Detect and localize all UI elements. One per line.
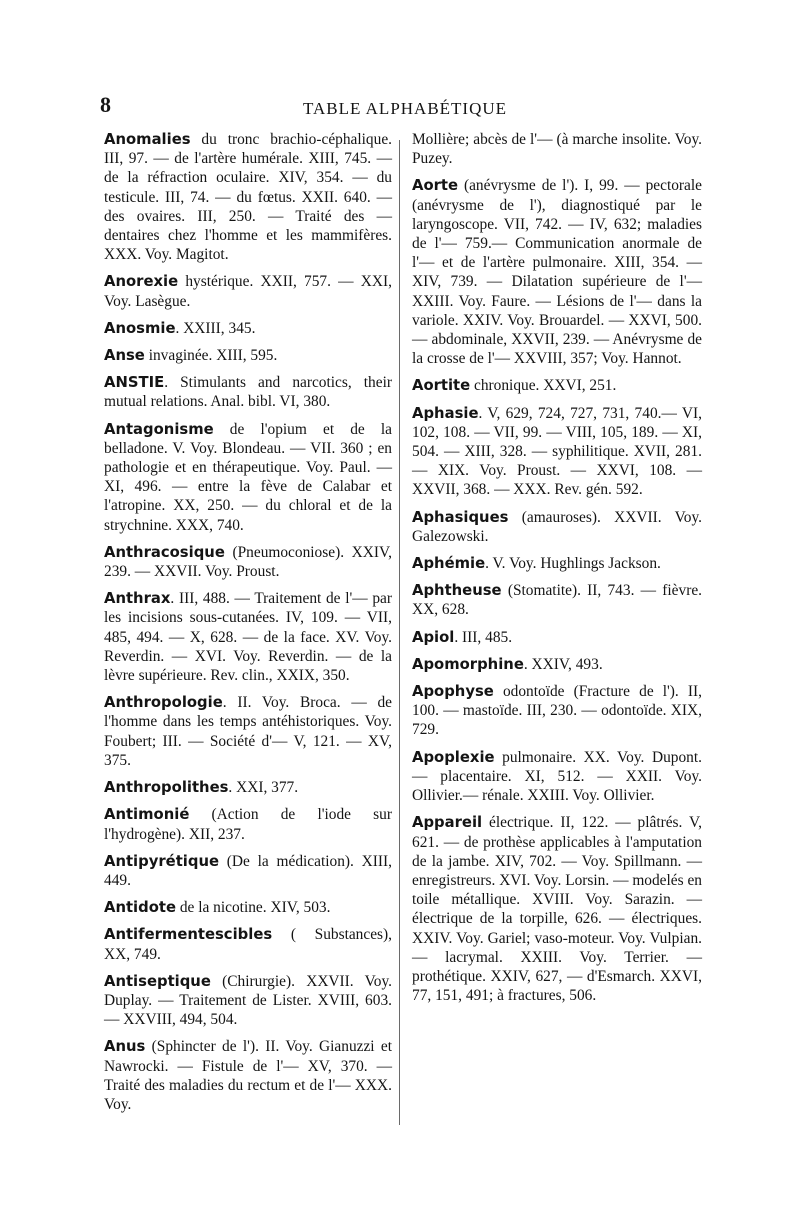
index-entry bbox=[104, 693, 392, 770]
entry-text: . XXIV, 493. bbox=[523, 655, 603, 673]
index-entry bbox=[104, 1037, 392, 1114]
entry-text: . XXI, 377. bbox=[228, 779, 299, 797]
entry-headword: Anosmie bbox=[104, 319, 176, 337]
entry-text: chronique. XXVI, 251. bbox=[470, 377, 617, 395]
entry-text: pulmonaire. XX. Voy. Dupont. — placentaire. XI, 512. — XXII. Voy. Ollivier.— rénale. XXIII. Voy. Ollivier. bbox=[412, 748, 702, 805]
index-entry bbox=[412, 376, 702, 395]
column-divider bbox=[399, 140, 400, 1125]
entry-text: hystérique. XXII, 757. — XXI, Voy. Lasègue. bbox=[104, 273, 392, 310]
entry-text: du tronc brachio-céphalique. III, 97. — de l'artère humérale. XIII, 745. — de la réfraction oculaire. XIV, 354. — du testicule. III, 74. — du fœtus. XXII. 640. — des ovaires. III, 250. — Traité des — dentaires chez l'homme et les mammifères. XXX. Voy. Magitot. bbox=[104, 131, 392, 264]
entry-text: (anévrysme de l'). I, 99. — pectorale (anévrysme de l'), diagnostiqué par le laryngoscope. VII, 742. — IV, 632; maladies de l'— 759.— Communication anormale de l'— et de l'artère pulmonaire. XIII, 354. — XIV, 739. — Dilatation supérieure de l'— XXIII. Voy. Faure. — Lésions de l'— dans la variole. XXIV. Voy. Brouardel. — XXVI, 500. — abdominale, XXVII, 239. — Anévrysme de la crosse de l'— XXVIII, 357; Voy. Hannot. bbox=[412, 177, 702, 368]
entry-headword: Aphémie bbox=[412, 555, 486, 573]
index-entry bbox=[412, 581, 702, 619]
index-entry bbox=[104, 852, 392, 890]
index-entry bbox=[412, 554, 702, 573]
index-entry bbox=[104, 589, 392, 685]
entry-headword: ANSTIE bbox=[104, 374, 165, 392]
entry-headword: Antidote bbox=[104, 899, 176, 917]
left-column bbox=[104, 130, 392, 1122]
entry-text: invaginée. XIII, 595. bbox=[144, 347, 278, 365]
entry-text: . II. Voy. Broca. — de l'homme dans les temps antéhistoriques. Voy. Foubert; III. — Société d'— V, 121. — XV, 375. bbox=[104, 694, 392, 769]
index-entry bbox=[412, 130, 702, 168]
index-entry bbox=[104, 898, 392, 917]
entry-headword: Anthracosique bbox=[104, 543, 225, 561]
entry-text: . Stimulants and narcotics, their mutual relations. Anal. bibl. VI, 380. bbox=[104, 374, 392, 411]
index-entry bbox=[412, 682, 702, 740]
entry-headword: Apoplexie bbox=[412, 748, 495, 766]
entry-headword: Antimonié bbox=[104, 806, 190, 824]
entry-text: (amauroses). XXVII. Voy. Galezowski. bbox=[412, 508, 702, 545]
index-entry bbox=[412, 628, 702, 647]
index-entry bbox=[104, 346, 392, 365]
entry-text: (Pneumoconiose). XXIV, 239. — XXVII. Voy. Proust. bbox=[104, 543, 392, 581]
entry-text: (Action de l'iode sur l'hydrogène). XII, 237. bbox=[104, 806, 392, 843]
entry-headword: Anthropologie bbox=[104, 694, 223, 712]
entry-text: . XXIII, 345. bbox=[175, 319, 256, 337]
entry-headword: Aphasie bbox=[412, 404, 479, 422]
index-entry bbox=[104, 805, 392, 843]
entry-headword: Aortite bbox=[412, 377, 471, 395]
index-entry bbox=[104, 373, 392, 411]
entry-text: de l'opium et de la belladone. V. Voy. Blondeau. — VII. 360 ; en pathologie et en thérapeutique. Voy. Paul. — XI, 496. — entre la fève de Calabar et l'atropine. XX, 250. — du chloral et de la strychnine. XXX, 740. bbox=[104, 420, 392, 534]
page-number: 8 bbox=[100, 92, 111, 117]
entry-headword: Anthrax bbox=[104, 590, 171, 608]
entry-text: Mollière; abcès de l'— (à marche insolite. Voy. Puzey. bbox=[412, 131, 702, 168]
index-entry bbox=[104, 778, 392, 797]
index-entry bbox=[104, 543, 392, 581]
index-entry bbox=[104, 272, 392, 310]
index-entry bbox=[412, 813, 702, 1005]
index-entry bbox=[104, 420, 392, 535]
entry-headword: Antagonisme bbox=[104, 420, 214, 438]
index-entry bbox=[104, 972, 392, 1030]
index-entry bbox=[104, 130, 392, 264]
entry-headword: Anthropolithes bbox=[104, 779, 229, 797]
entry-text: odontoïde (Fracture de l'). II, 100. — mastoïde. III, 230. — odontoïde. XIX, 729. bbox=[412, 683, 702, 739]
entry-text: de la nicotine. XIV, 503. bbox=[176, 899, 331, 917]
entry-text: . III, 488. — Traitement de l'— par les incisions sous-cutanées. IV, 109. — VII, 485, 494. — X, 628. — de la face. XV. Voy. Reverdin. — XVI. Voy. Reverdin. — de la lèvre supérieure. Rev. clin., XXIX, 350. bbox=[104, 590, 392, 685]
index-entry bbox=[412, 176, 702, 368]
entry-headword: Apomorphine bbox=[412, 655, 524, 673]
entry-text: (Sphincter de l'). II. Voy. Gianuzzi et Nawrocki. — Fistule de l'— XV, 370. — Traité des maladies du rectum et de l'— XXX. Voy. bbox=[104, 1038, 392, 1113]
index-entry bbox=[412, 508, 702, 546]
entry-headword: Aphtheuse bbox=[412, 582, 502, 600]
entry-text: (Chirurgie). XXVII. Voy. Duplay. — Traitement de Lister. XVIII, 603. — XXVIII, 494, 504. bbox=[104, 972, 392, 1029]
right-column bbox=[412, 130, 702, 1013]
index-entry bbox=[412, 404, 702, 500]
entry-headword: Anorexie bbox=[104, 273, 179, 291]
entry-headword: Aphasiques bbox=[412, 508, 509, 526]
entry-text: électrique. II, 122. — plâtrés. V, 621. — de prothèse applicables à l'amputation de la jambe. XIV, 702. — Voy. Spillmann. — enregistreurs. XVI. Voy. Lorsin. — modelés en toile métallique. XVIII. Voy. Sarazin. — électrique de la torpille, 626. — électriques. XXIV. Voy. Gariel; vaso-moteur. Voy. Vulpian. — lacrymal. XXIII. Voy. Terrier. — prothétique. XXIV, 627, — d'Esmarch. XXVI, 77, 151, 491; à fractures, 506. bbox=[412, 814, 702, 1005]
entry-headword: Anus bbox=[104, 1038, 146, 1056]
index-entry bbox=[412, 748, 702, 806]
index-entry bbox=[104, 319, 392, 338]
entry-headword: Anse bbox=[104, 347, 145, 365]
entry-text: . III, 485. bbox=[454, 628, 513, 646]
entry-text: ( Substances), XX, 749. bbox=[104, 926, 392, 963]
entry-headword: Appareil bbox=[412, 814, 483, 832]
entry-headword: Antiseptique bbox=[104, 972, 211, 990]
entry-headword: Aorte bbox=[412, 177, 459, 195]
entry-headword: Apophyse bbox=[412, 683, 494, 701]
entry-headword: Anomalies bbox=[104, 131, 191, 148]
entry-headword: Antipyrétique bbox=[104, 852, 220, 870]
index-entry bbox=[412, 655, 702, 674]
index-entry bbox=[104, 925, 392, 963]
entry-text: . V, 629, 724, 727, 731, 740.— VI, 102, 108. — VII, 99. — VIII, 105, 189. — XI, 504. — XIII, 328. — syphilitique. XVII, 281. — XIX. Voy. Proust. — XXVI, 108. — XXVII, 368. — XXX. Rev. gén. 592. bbox=[412, 404, 702, 499]
running-head: TABLE ALPHABÉTIQUE bbox=[302, 99, 508, 118]
entry-text: . V. Voy. Hughlings Jackson. bbox=[485, 555, 661, 573]
entry-headword: Apiol bbox=[412, 628, 455, 646]
entry-headword: Antifermentescibles bbox=[104, 926, 273, 944]
entry-text: (Stomatite). II, 743. — fièvre. XX, 628. bbox=[412, 582, 702, 619]
entry-text: (De la médication). XIII, 449. bbox=[104, 852, 392, 889]
